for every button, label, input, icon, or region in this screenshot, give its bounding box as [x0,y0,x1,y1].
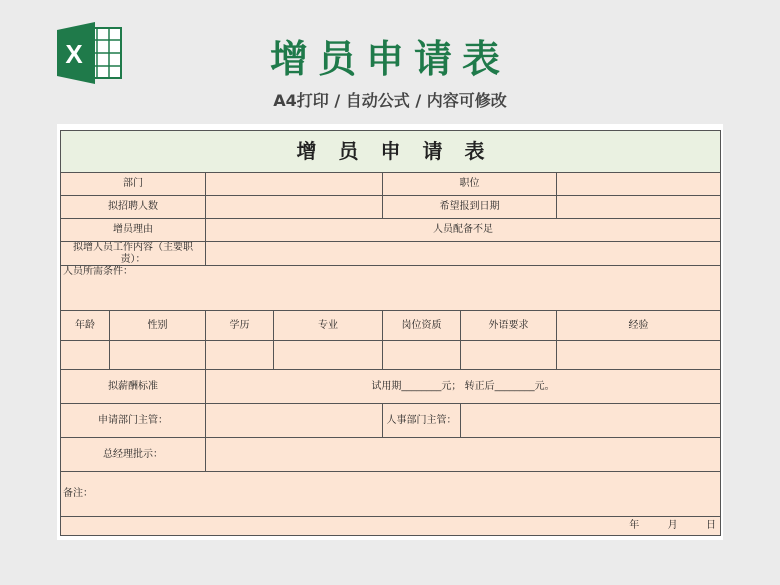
headcount-label: 拟招聘人数 [61,196,206,219]
hr-manager-label: 人事部门主管： [383,404,461,438]
language-value[interactable] [461,341,557,370]
start-date-value[interactable] [557,196,721,219]
requirements-label[interactable]: 人员所需条件： [61,266,721,311]
education-value[interactable] [206,341,274,370]
logo-letter: X [65,39,83,69]
date-month: 月 [667,520,678,532]
column-header: 年龄 [61,311,110,341]
reason-value[interactable]: 人员配备不足 [206,219,721,242]
dept-manager-value[interactable] [206,404,383,438]
dept-manager-label: 申请部门主管： [61,404,206,438]
position-label: 职位 [383,173,557,196]
page-title: 增员申请表 [269,37,510,81]
date-day: 日 [706,520,717,532]
remarks-label[interactable]: 备注： [61,472,721,517]
start-date-label: 希望报到日期 [383,196,557,219]
department-label: 部门 [61,173,206,196]
column-header: 岗位资质 [383,311,461,341]
headcount-value[interactable] [206,196,383,219]
job-duties-value[interactable] [206,242,721,266]
column-header: 经验 [557,311,721,341]
form-sheet [57,124,723,540]
column-header: 外语要求 [461,311,557,341]
column-header: 性别 [110,311,206,341]
major-value[interactable] [274,341,383,370]
qualification-value[interactable] [383,341,461,370]
gm-approval-value[interactable] [206,438,721,472]
department-value[interactable] [206,173,383,196]
column-header: 专业 [274,311,383,341]
form-title: 增员申请表 [61,131,721,173]
experience-value[interactable] [557,341,721,370]
reason-label: 增员理由 [61,219,206,242]
age-value[interactable] [61,341,110,370]
page-subtitle: A4打印 / 自动公式 / 内容可修改 [273,91,507,110]
date-line [61,517,721,536]
gm-approval-label: 总经理批示： [61,438,206,472]
gender-value[interactable] [110,341,206,370]
column-header: 学历 [206,311,274,341]
salary-value[interactable]: 试用期________元； 转正后________元。 [206,370,721,404]
salary-label: 拟薪酬标准 [61,370,206,404]
hr-manager-value[interactable] [461,404,721,438]
position-value[interactable] [557,173,721,196]
job-duties-label: 拟增人员工作内容（主要职责）： [61,242,206,266]
application-form-table [60,130,721,536]
date-year: 年 [629,520,640,532]
